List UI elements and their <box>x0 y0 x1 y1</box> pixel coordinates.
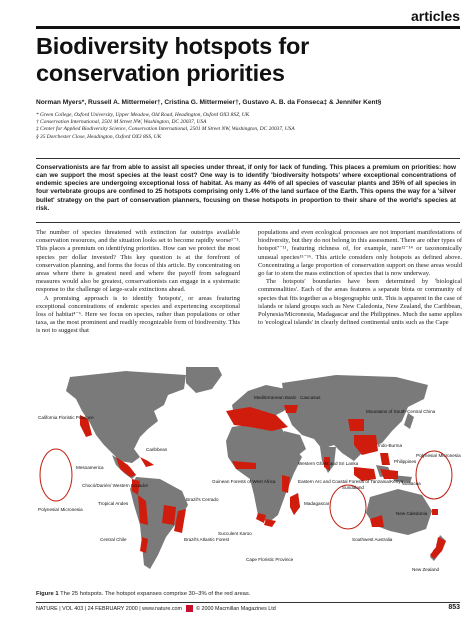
top-rule <box>36 26 460 29</box>
section-label: articles <box>410 8 460 24</box>
author-list: Norman Myers*, Russell A. Mittermeier†, Cristina G. Mittermeier†, Gustavo A. B. da Fonseca‡ & Jennifer Kent§ <box>36 99 382 106</box>
label-caribbean: Caribbean <box>146 447 168 452</box>
label-sw-australia: Southwest Australia <box>352 537 393 542</box>
hotspot-world-map <box>36 365 461 587</box>
label-atlantic-forest: Brazil's Atlantic Forest <box>184 537 230 542</box>
body-paragraph: The hotspots' boundaries have been determined by 'biological commonalities'. Each of the areas features a separate biota or community of species that fits together as a biogeographic unit. This is apparent in the case of islands or island groups such as New Caledonia, New Zealand, the Caribbean, Polynesia/Micronesia, Madagascar and the Philippines. Much the same applies to 'ecological islands' in clearly defined continental units such as the Cape <box>258 278 462 327</box>
label-new-zealand: New Zealand <box>412 567 440 572</box>
label-polynesia-left: Polynesia/ Micronesia <box>38 507 83 512</box>
label-cape: Cape Floristic Province <box>246 557 294 562</box>
body-paragraph: The number of species threatened with extinction far outstrips available conservation resources, and the situation looks set to become rapidly worse¹⁻³. This places a premium on identifying priorities. How can we protect the most species per dollar invested? This key question is at the forefront of conservation planning, and forms the focus of this article. By concentrating on areas where there is greatest need and where the payoff from safeguard measures would also be greatest, conservationists can engage in a systematic response to the challenge of large-scale extinctions ahead. <box>36 229 240 294</box>
caption-text: The 25 hotspots. The hotspot expanses comprise 30–3% of the red areas. <box>60 591 251 597</box>
affiliation-1: * Green College, Oxford University, Upper Meadow, Old Road, Headington, Oxford OX3 8SZ, UK <box>36 112 250 118</box>
publisher-text: © 2000 Macmillan Magazines Ltd <box>196 605 276 612</box>
label-mountains-china: Mountains of South-Central China <box>366 409 436 414</box>
label-new-caledonia: New Caledonia <box>396 511 428 516</box>
label-mediterranean: Mediterranean Basin <box>254 395 297 400</box>
body-paragraph: A promising approach is to identify 'hotspots', or areas featuring exceptional concentrations of endemic species and experiencing exceptional loss of habitat⁴⁻⁶. Here we focus on species, rather than populations or other taxa, as the most prominent and readily recognizable form of biodiversity. This is not to suggest that <box>36 294 240 335</box>
body-column-left <box>36 229 240 336</box>
abstract-bottom-rule <box>36 222 460 223</box>
label-madagascar: Madagascar <box>304 501 330 506</box>
label-guinean: Guinean Forests of West Africa <box>212 479 276 484</box>
affiliation-4: § 35 Dorchester Close, Headington, Oxford OX3 8SS, UK <box>36 133 162 140</box>
journal-citation: NATURE | VOL 403 | 24 FEBRUARY 2000 | www.nature.com <box>36 606 183 612</box>
article-title: Biodiversity hotspots for conservation priorities <box>36 33 310 86</box>
label-succulent-karoo: Succulent Karoo <box>218 531 252 536</box>
page-number: 853 <box>448 604 460 611</box>
label-tropical-andes: Tropical Andes <box>98 501 129 506</box>
label-brazil-cerrado: Brazil's Cerrado <box>186 497 219 502</box>
label-central-chile: Central Chile <box>100 537 127 542</box>
label-philippines: Philippines <box>394 459 417 464</box>
page-footer <box>36 604 460 616</box>
caption-lead: Figure 1 <box>36 591 59 597</box>
label-sundaland: Sundaland <box>342 485 364 490</box>
label-western-ghats: Western Ghats and Sri Lanka <box>298 461 359 466</box>
footer-rule <box>36 602 460 603</box>
label-california: California Floristic Province <box>38 415 94 420</box>
label-mesoamerica: Mesoamerica <box>76 465 104 470</box>
label-caucasus: Caucasus <box>300 395 321 400</box>
label-choco: Chocó/Darién/ Western Ecuador <box>82 483 149 488</box>
abstract-top-rule <box>36 158 460 159</box>
publisher-notice <box>186 605 276 612</box>
figure-caption <box>36 590 456 598</box>
publisher-logo-icon <box>186 605 193 612</box>
abstract: Conservationists are far from able to assist all species under threat, if only for lack of funding. This places a premium on priorities: how can we support the most species at the least cost? One way is to identify 'biodiversity hotspots' where exceptional concentrations of endemic species are undergoing exceptional loss of habitat. As many as 44% of all species of vascular plants and 35% of all species in four vertebrate groups are confined to 25 hotspots comprising only 1.4% of the land surface of the Earth. This opens the way for a 'silver bullet' strategy on the part of conservation planners, focusing on these hotspots in proportion to their share of the world's species at risk. <box>36 164 456 212</box>
label-wallacea: Wallacea <box>402 481 421 486</box>
body-paragraph: populations and even ecological processes are not important manifestations of biodiversity, but they do not belong in this assessment. There are other types of hotspot⁷⁻¹¹, featuring richness of, for example, rare¹²⁻¹⁴ or taxonomically unusual species¹⁵⁻¹⁶. This article considers only hotspots as defined above. Concentrating a large proportion of conservation support on these areas would go far to stem the mass extinction of species that is now underway. <box>258 229 462 278</box>
label-eastern-arc: Eastern Arc and Coastal Forests of Tanzania/Kenya <box>298 479 404 484</box>
affiliation-3: ‡ Center for Applied Biodiversity Science, Conservation International, 2501 M Street NW, Washington, DC 20037, USA <box>36 126 295 133</box>
affiliations <box>36 112 456 141</box>
body-column-right <box>258 229 462 327</box>
label-indo-burma: Indo-Burma <box>378 443 403 448</box>
label-polynesia-right: Polynesia/ Micronesia <box>416 453 461 458</box>
affiliation-2: † Conservation International, 2501 M Street NW, Washington, DC 20037, USA <box>36 119 207 126</box>
